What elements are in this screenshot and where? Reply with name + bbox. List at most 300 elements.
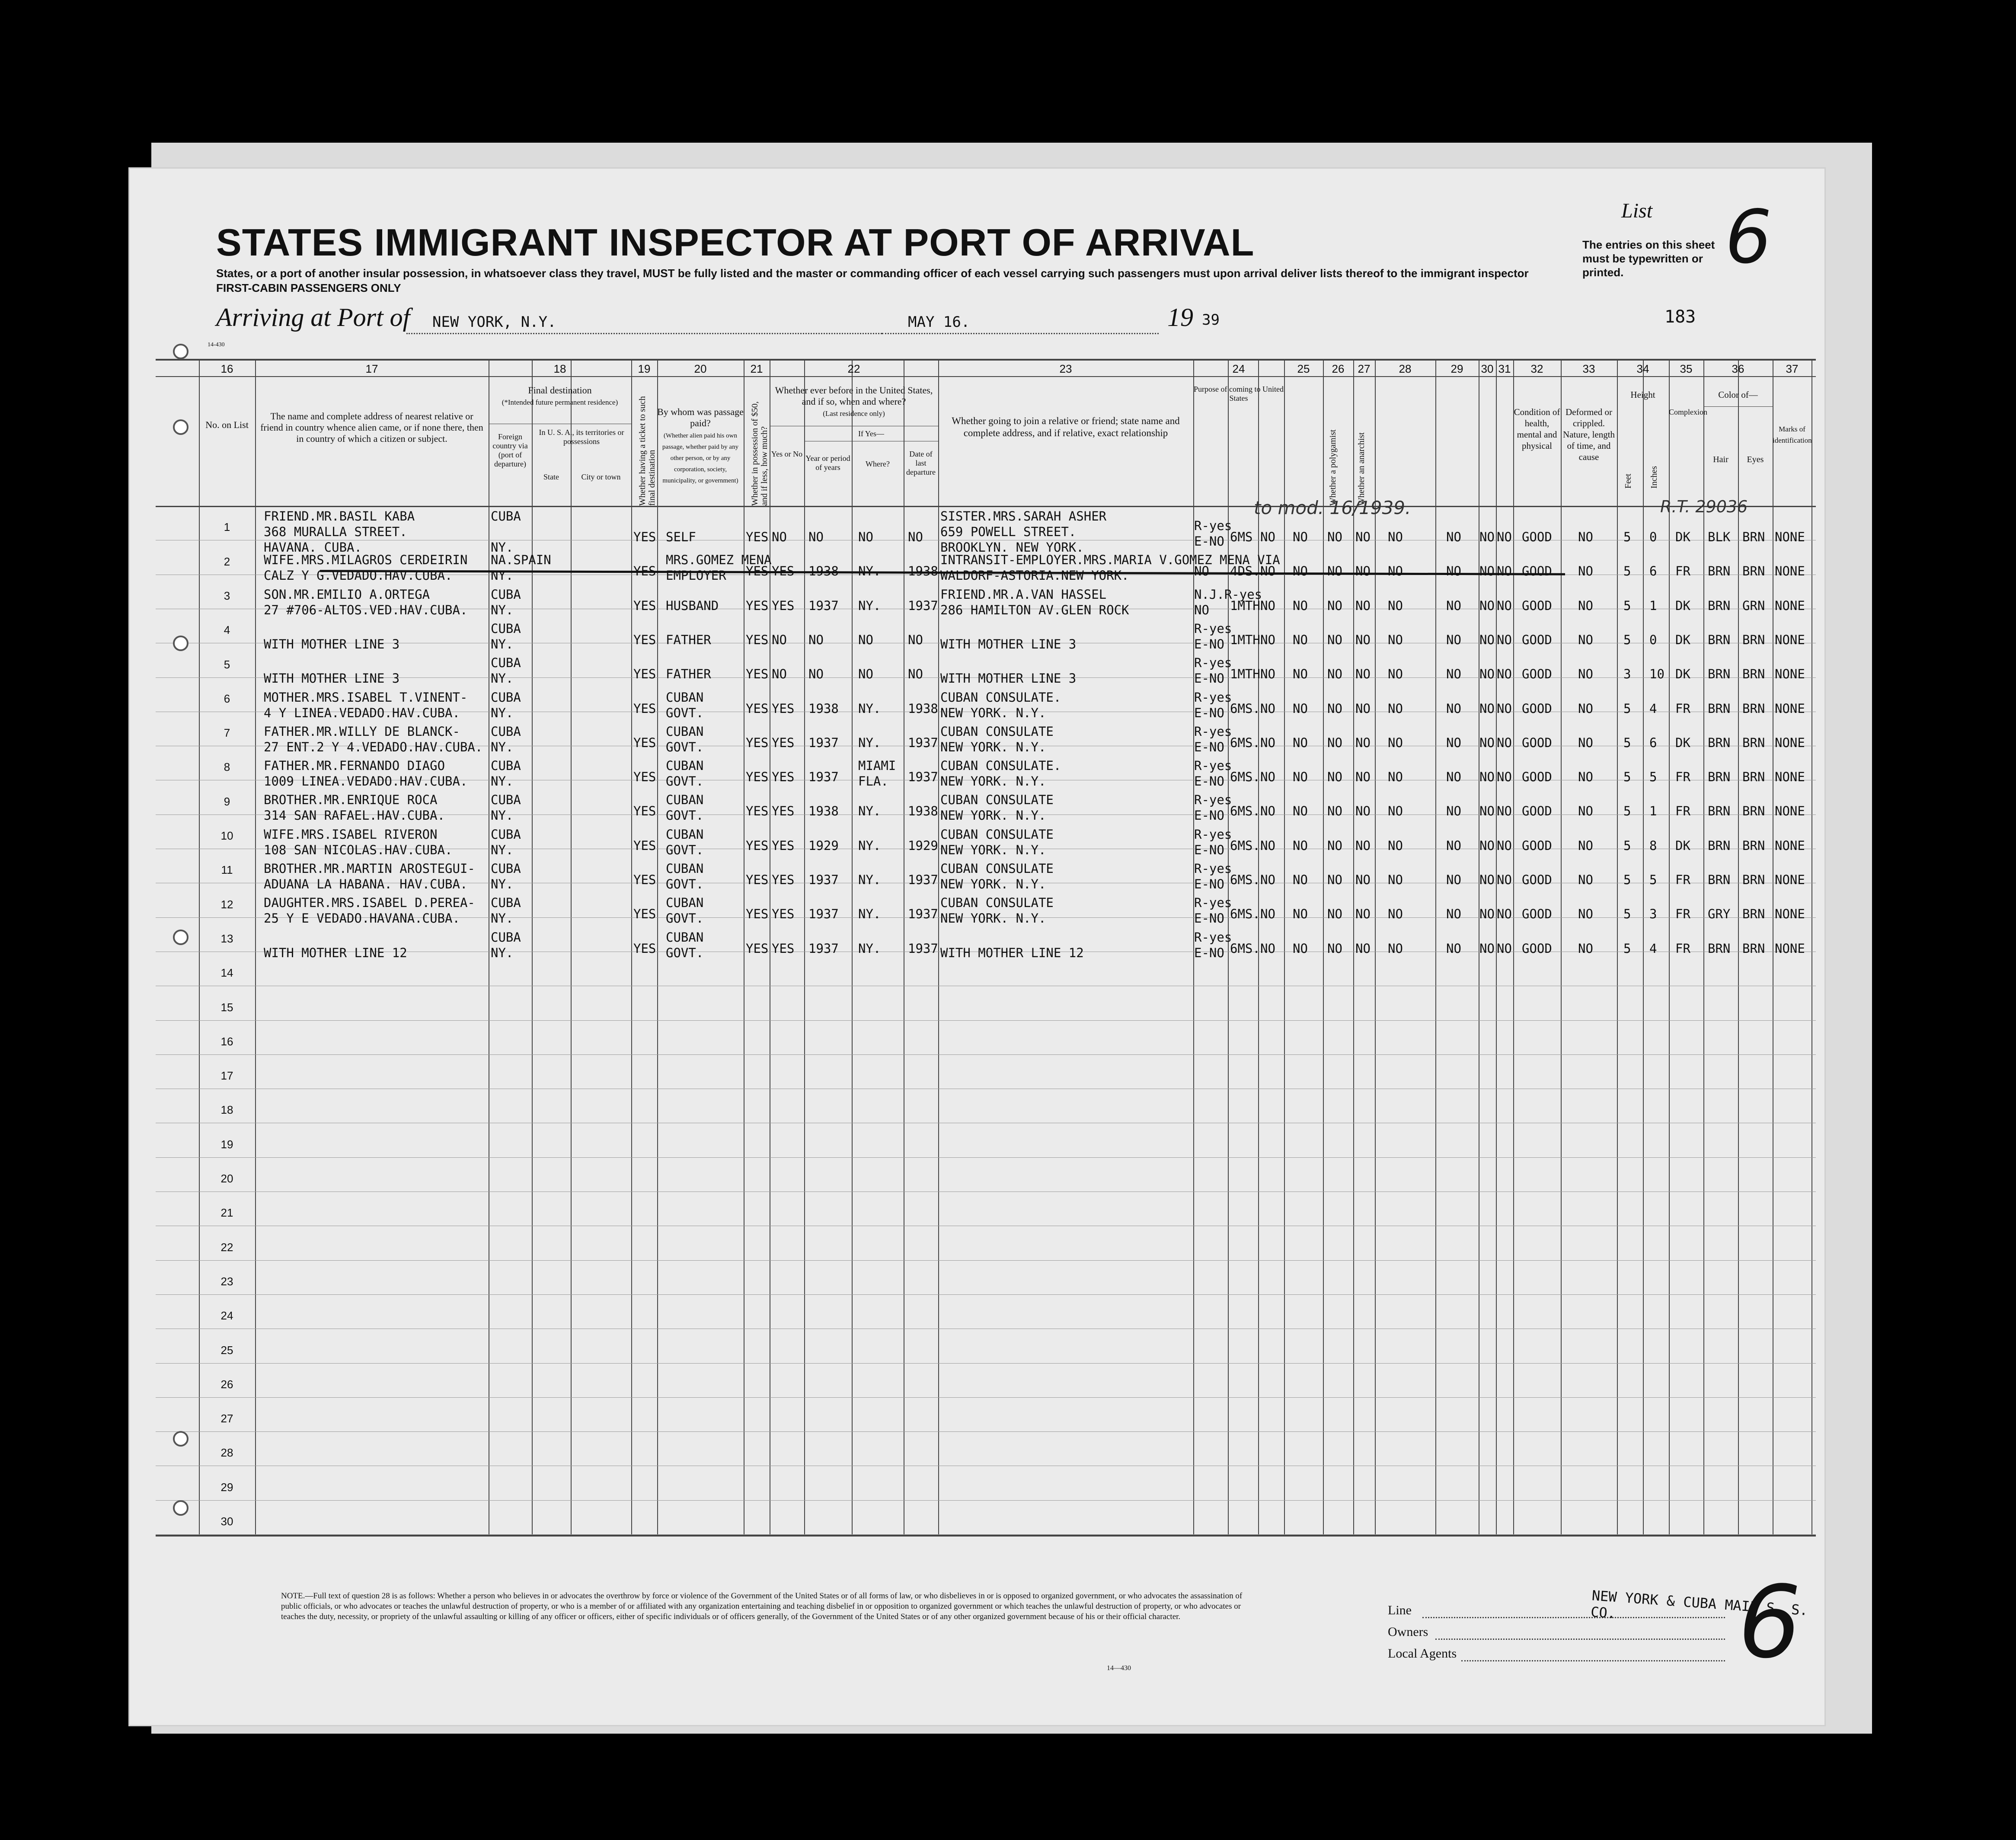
cell-c22d: 1938: [908, 701, 938, 716]
cell-c24c: NO: [1260, 530, 1275, 544]
cell-c36h: BRN: [1708, 735, 1731, 750]
cell-c34f: 5: [1623, 735, 1631, 750]
cell-c31: NO: [1497, 701, 1512, 716]
cell-c24b: 6MS.: [1230, 907, 1260, 922]
cell-c34f: 5: [1623, 530, 1631, 544]
row-number: 1: [224, 521, 230, 534]
cell-c33: NO: [1578, 564, 1593, 579]
cell-c25: NO: [1293, 632, 1308, 647]
cell-c22b: 1937: [808, 735, 839, 750]
binder-hole: [173, 1431, 189, 1447]
row-number: 3: [224, 589, 230, 602]
cell-c17: SON.MR.EMILIO A.ORTEGA 27 #706-ALTOS.VED.HAV.CUBA.: [264, 587, 468, 617]
cell-c17: FRIEND.MR.BASIL KABA 368 MURALLA STREET. HAVANA. CUBA.: [264, 509, 415, 555]
cell-c23: CUBAN CONSULATE NEW YORK. N.Y.: [940, 792, 1054, 823]
cell-c22b: NO: [808, 667, 824, 682]
hdr-last-departure: Date of last departure: [906, 450, 936, 476]
cell-c30: NO: [1479, 701, 1495, 716]
cell-c29: NO: [1446, 941, 1461, 956]
cell-c37: NONE: [1775, 667, 1805, 682]
cell-c22b: 1937: [808, 941, 839, 956]
cell-c19: YES: [633, 907, 656, 922]
cell-c22d: 1937: [908, 735, 938, 750]
cell-c22c: NY.: [858, 941, 881, 956]
cell-c26: NO: [1327, 701, 1342, 716]
hdr-purpose: Purpose of coming to United States: [1194, 385, 1284, 402]
cell-c31: NO: [1497, 770, 1512, 785]
cell-c27: NO: [1355, 701, 1371, 716]
cell-c29: NO: [1446, 632, 1461, 647]
cell-c22d: 1937: [908, 770, 938, 785]
cell-c28: NO: [1388, 872, 1403, 887]
cell-c29: NO: [1446, 667, 1461, 682]
cell-c24c: NO: [1260, 872, 1275, 887]
cell-c22a: YES: [772, 770, 795, 785]
cell-c37: NONE: [1775, 530, 1805, 544]
hdr-eyes: Eyes: [1747, 455, 1764, 464]
cell-c26: NO: [1327, 632, 1342, 647]
hdr-complexion: Complexion: [1669, 408, 1707, 416]
cell-c27: NO: [1355, 804, 1371, 819]
cell-c18f: CUBA NY.: [491, 861, 521, 891]
cell-c36e: BRN: [1742, 907, 1765, 922]
cell-c24c: NO: [1260, 632, 1275, 647]
cell-c23: WITH MOTHER LINE 3: [940, 636, 1077, 652]
cell-c30: NO: [1479, 838, 1495, 853]
cell-c36h: BRN: [1708, 872, 1731, 887]
cell-c27: NO: [1355, 564, 1371, 579]
cell-c33: NO: [1578, 701, 1593, 716]
entries-note: The entries on this sheet must be typewritten or printed.: [1582, 238, 1715, 279]
cell-c17: WITH MOTHER LINE 12: [264, 945, 407, 960]
hdr-in-usa: In U. S. A., its territories or possessions: [539, 428, 624, 446]
cell-c31: NO: [1497, 530, 1512, 544]
cell-c28: NO: [1388, 838, 1403, 853]
cell-c20: CUBAN GOVT.: [666, 724, 704, 754]
cell-c20: MRS.GOMEZ MENA EMPLOYER: [666, 553, 772, 583]
cell-c25: NO: [1293, 530, 1308, 544]
row-number: 6: [224, 692, 230, 705]
cell-c31: NO: [1497, 872, 1512, 887]
cell-c32: GOOD: [1522, 530, 1552, 544]
form-number: 14-430: [208, 342, 225, 348]
col-num-17: 17: [365, 362, 378, 375]
cell-c24c: NO: [1260, 564, 1275, 579]
cell-c28: NO: [1388, 598, 1403, 613]
row-number: 19: [220, 1137, 233, 1151]
cell-c22d: NO: [908, 632, 923, 647]
hdr-marks: Marks of identification: [1773, 425, 1812, 444]
cell-c36h: BLK: [1708, 530, 1731, 544]
cell-c22a: YES: [772, 598, 795, 613]
cell-c19: YES: [633, 667, 656, 682]
hdr-inches: Inches: [1649, 466, 1659, 489]
cell-c17: DAUGHTER.MRS.ISABEL D.PEREA- 25 Y E VEDADO.HAVANA.CUBA.: [264, 895, 475, 926]
cell-c24b: 1MTH: [1230, 598, 1260, 613]
cell-c17: MOTHER.MRS.ISABEL T.VINENT- 4 Y LINEA.VEDADO.HAV.CUBA.: [264, 690, 468, 720]
cell-c27: NO: [1355, 530, 1371, 544]
cell-c19: YES: [633, 838, 656, 853]
cell-c37: NONE: [1775, 804, 1805, 819]
port-value: NEW YORK, N.Y.: [432, 313, 556, 331]
cell-c30: NO: [1479, 907, 1495, 922]
cell-c36h: BRN: [1708, 770, 1731, 785]
col-num-28: 28: [1399, 362, 1412, 375]
cell-c32: GOOD: [1522, 872, 1552, 887]
cell-c18f: CUBA NY.: [491, 587, 521, 617]
cell-c21: YES: [746, 564, 769, 579]
cell-c24: R-yes E-NO: [1194, 930, 1232, 960]
cell-c22d: 1937: [908, 598, 938, 613]
cell-c22b: 1937: [808, 872, 839, 887]
hdr-city: City or town: [581, 473, 621, 481]
cell-c27: NO: [1355, 667, 1371, 682]
cell-c24c: NO: [1260, 598, 1275, 613]
cell-c36h: BRN: [1708, 804, 1731, 819]
cell-c25: NO: [1293, 838, 1308, 853]
cell-c29: NO: [1446, 770, 1461, 785]
cell-c25: NO: [1293, 735, 1308, 750]
cell-c21: YES: [746, 667, 769, 682]
cell-c22a: YES: [772, 941, 795, 956]
cell-c21: YES: [746, 907, 769, 922]
row-number: 30: [220, 1515, 233, 1528]
cell-c24: R-yes E-NO: [1194, 895, 1232, 926]
row-number: 26: [220, 1377, 233, 1391]
col-num-19: 19: [638, 362, 651, 375]
hdr-fifty-dollars: Whether in possession of $50, and if less, how much?: [750, 401, 769, 506]
cell-c34i: 0: [1649, 632, 1657, 647]
cell-c36e: BRN: [1742, 701, 1765, 716]
cell-c22d: 1938: [908, 804, 938, 819]
cell-c34i: 8: [1649, 838, 1657, 853]
cell-c35: FR: [1675, 804, 1690, 819]
cell-c35: FR: [1675, 941, 1690, 956]
cell-c22c: MIAMI FLA.: [858, 758, 896, 789]
row-number: 21: [220, 1206, 233, 1220]
cell-c20: CUBAN GOVT.: [666, 861, 704, 891]
cell-c24: N.J.R-yes NO: [1194, 587, 1262, 617]
cell-c33: NO: [1578, 941, 1593, 956]
row-number: 11: [221, 863, 233, 877]
cell-c29: NO: [1446, 838, 1461, 853]
cell-c37: NONE: [1775, 770, 1805, 785]
hdr-deformed: Deformed or crippled. Nature, length of time, and cause: [1562, 407, 1615, 462]
cell-c22d: 1938: [908, 564, 938, 579]
cell-c22c: NY.: [858, 564, 881, 579]
col-num-36: 36: [1732, 362, 1744, 375]
cell-c25: NO: [1293, 564, 1308, 579]
cell-c19: YES: [633, 804, 656, 819]
col-num-25: 25: [1297, 362, 1310, 375]
cell-c28: NO: [1388, 701, 1403, 716]
cell-c22b: NO: [808, 632, 824, 647]
cell-c20: HUSBAND: [666, 598, 719, 613]
cell-c22b: 1938: [808, 564, 839, 579]
cell-c24: R-yes E-NO: [1194, 861, 1232, 891]
hdr-ever-before: Whether ever before in the United States, and if so, when and where? (Last residence only): [775, 385, 933, 418]
cell-c31: NO: [1497, 838, 1512, 853]
row-number: 12: [220, 898, 233, 911]
cell-c29: NO: [1446, 735, 1461, 750]
cell-c25: NO: [1293, 667, 1308, 682]
cell-c22d: NO: [908, 530, 923, 544]
cell-c20: SELF: [666, 530, 696, 544]
cell-c37: NONE: [1775, 872, 1805, 887]
cell-c26: NO: [1327, 735, 1342, 750]
year-prefix: 19: [1167, 303, 1193, 332]
cell-c24b: 6MS: [1230, 530, 1253, 544]
binder-hole: [173, 930, 189, 945]
cell-c35: DK: [1675, 735, 1690, 750]
row-rule: [156, 1294, 1816, 1295]
arriving-label: Arriving at Port of: [216, 303, 410, 332]
cell-c24: R-yes E-NO: [1194, 724, 1232, 754]
cell-c37: NONE: [1775, 598, 1805, 613]
cell-c22b: 1937: [808, 907, 839, 922]
cell-c24b: 6MS.: [1230, 838, 1260, 853]
cell-c22b: NO: [808, 530, 824, 544]
cell-c23: CUBAN CONSULATE NEW YORK. N.Y.: [940, 861, 1054, 891]
cell-c35: FR: [1675, 770, 1690, 785]
row-number: 25: [220, 1343, 233, 1357]
row-number: 4: [224, 623, 230, 637]
cell-c34f: 5: [1623, 770, 1631, 785]
cell-c32: GOOD: [1522, 632, 1552, 647]
cell-c24b: 1MTH: [1230, 667, 1260, 682]
cell-c37: NONE: [1775, 907, 1805, 922]
cell-c33: NO: [1578, 735, 1593, 750]
cell-c35: DK: [1675, 838, 1690, 853]
cell-c33: NO: [1578, 872, 1593, 887]
cell-c29: NO: [1446, 701, 1461, 716]
cell-c22c: NY.: [858, 838, 881, 853]
footer-form-number: 14—430: [1107, 1664, 1131, 1672]
cell-c17: WIFE.MRS.MILAGROS CERDEIRIN CALZ Y G.VEDADO.HAV.CUBA.: [264, 553, 468, 583]
hdr-anarchist: Whether an anarchist: [1357, 432, 1366, 506]
cell-c18f: CUBA NY.: [491, 655, 521, 686]
row-number: 15: [220, 1000, 233, 1014]
cell-c22a: YES: [772, 804, 795, 819]
cell-c32: GOOD: [1522, 838, 1552, 853]
cell-c20: CUBAN GOVT.: [666, 792, 704, 823]
cell-c34i: 5: [1649, 770, 1657, 785]
cell-c19: YES: [633, 872, 656, 887]
cell-c24b: 6MS.: [1230, 770, 1260, 785]
hdr-join-relative: Whether going to join a relative or friend; state name and complete address, and if relative, exact relationship: [952, 415, 1180, 438]
cell-c32: GOOD: [1522, 667, 1552, 682]
cell-c24c: NO: [1260, 941, 1275, 956]
cell-c24c: NO: [1260, 735, 1275, 750]
handwritten-mark: R.T. 29036: [1660, 497, 1748, 516]
row-number: 27: [220, 1412, 233, 1425]
col-num-32: 32: [1530, 362, 1543, 375]
cell-c24c: NO: [1260, 838, 1275, 853]
cell-c25: NO: [1293, 941, 1308, 956]
cell-c37: NONE: [1775, 632, 1805, 647]
row-rule: [156, 1431, 1816, 1432]
cell-c34i: 4: [1649, 701, 1657, 716]
cell-c17: BROTHER.MR.MARTIN AROSTEGUI- ADUANA LA HABANA. HAV.CUBA.: [264, 861, 475, 891]
row-number: 22: [220, 1240, 233, 1254]
cell-c28: NO: [1388, 907, 1403, 922]
cell-c23: CUBAN CONSULATE. NEW YORK. N.Y.: [940, 758, 1061, 789]
cell-c21: YES: [746, 872, 769, 887]
cell-c20: CUBAN GOVT.: [666, 930, 704, 960]
cell-c29: NO: [1446, 907, 1461, 922]
cell-c22a: YES: [772, 701, 795, 716]
col-num-24: 24: [1232, 362, 1245, 375]
cell-c22d: 1937: [908, 941, 938, 956]
cell-c28: NO: [1388, 804, 1403, 819]
cell-c26: NO: [1327, 667, 1342, 682]
cell-c36h: BRN: [1708, 838, 1731, 853]
cell-c31: NO: [1497, 632, 1512, 647]
cell-c19: YES: [633, 770, 656, 785]
cell-c34i: 6: [1649, 735, 1657, 750]
cell-c24b: 4DS.: [1230, 564, 1260, 579]
cell-c33: NO: [1578, 598, 1593, 613]
manifest-table: [156, 359, 1816, 1535]
cell-c28: NO: [1388, 632, 1403, 647]
cell-c36e: BRN: [1742, 838, 1765, 853]
cell-c22d: NO: [908, 667, 923, 682]
hdr-ticket: Whether having a ticket to such final destination: [638, 396, 657, 506]
cell-c30: NO: [1479, 941, 1495, 956]
cell-c20: FATHER: [666, 667, 711, 682]
cell-c22a: YES: [772, 564, 795, 579]
cell-c21: YES: [746, 598, 769, 613]
hdr-yes-or-no: Yes or No: [771, 450, 803, 458]
hdr-no-on-list: No. on List: [205, 419, 249, 430]
row-rule: [156, 1363, 1816, 1364]
cell-c21: YES: [746, 735, 769, 750]
cell-c27: NO: [1355, 907, 1371, 922]
cell-c20: CUBAN GOVT.: [666, 690, 704, 720]
cell-c20: CUBAN GOVT.: [666, 895, 704, 926]
row-number: 13: [220, 932, 233, 945]
cell-c36e: BRN: [1742, 804, 1765, 819]
page-subtitle: States, or a port of another insular possession, in whatsoever class they travel, MUST be fully listed and the master or commanding officer of each vessel carrying such passengers must upon arrival deliver lists thereof to the immigrant inspector FIRST-CABIN PASSENGERS ONLY: [216, 267, 1529, 294]
cell-c36h: BRN: [1708, 667, 1731, 682]
cell-c23: WITH MOTHER LINE 3: [940, 671, 1077, 686]
cell-c36e: BRN: [1742, 667, 1765, 682]
cell-c24b: 1MTH: [1230, 632, 1260, 647]
row-number: 2: [224, 555, 230, 568]
agents-label: Local Agents: [1388, 1646, 1457, 1661]
hdr-feet: Feet: [1623, 473, 1633, 489]
hdr-polygamist: Whether a polygamist: [1328, 429, 1338, 506]
cell-c29: NO: [1446, 564, 1461, 579]
cell-c34f: 3: [1623, 667, 1631, 682]
cell-c24b: 6MS.: [1230, 735, 1260, 750]
cell-c28: NO: [1388, 941, 1403, 956]
cell-c34f: 5: [1623, 564, 1631, 579]
cell-c19: YES: [633, 632, 656, 647]
cell-c26: NO: [1327, 872, 1342, 887]
cell-c22c: NY.: [858, 804, 881, 819]
row-rule: [156, 1500, 1816, 1501]
binder-hole: [173, 636, 189, 651]
cell-c18f: CUBA NY.: [491, 509, 521, 555]
cell-c22c: NY.: [858, 598, 881, 613]
row-rule: [156, 1534, 1816, 1535]
binder-hole: [173, 1500, 189, 1516]
cell-c31: NO: [1497, 804, 1512, 819]
cell-c21: YES: [746, 941, 769, 956]
cell-c23: FRIEND.MR.A.VAN HASSEL 286 HAMILTON AV.GLEN ROCK: [940, 587, 1129, 617]
cell-c36e: GRN: [1742, 598, 1765, 613]
cell-c37: NONE: [1775, 564, 1805, 579]
cell-c36e: BRN: [1742, 632, 1765, 647]
cell-c18f: CUBA NY.: [491, 792, 521, 823]
hdr-state: State: [543, 473, 559, 481]
hdr-hair: Hair: [1713, 455, 1728, 464]
cell-c30: NO: [1479, 770, 1495, 785]
cell-c37: NONE: [1775, 701, 1805, 716]
cell-c17: WITH MOTHER LINE 3: [264, 636, 400, 652]
hdr-height: Height: [1630, 390, 1655, 400]
cell-c22c: NO: [858, 632, 873, 647]
hdr-health: Condition of health, mental and physical: [1514, 407, 1560, 451]
cell-c28: NO: [1388, 667, 1403, 682]
cell-c30: NO: [1479, 598, 1495, 613]
hdr-color-of: Color of—: [1718, 390, 1758, 400]
cell-c22d: 1937: [908, 872, 938, 887]
cell-c29: NO: [1446, 598, 1461, 613]
date-value: MAY 16.: [908, 313, 970, 331]
row-rule: [156, 1020, 1816, 1021]
cell-c35: DK: [1675, 598, 1690, 613]
cell-c30: NO: [1479, 564, 1495, 579]
cell-c33: NO: [1578, 770, 1593, 785]
col-num-34: 34: [1636, 362, 1649, 375]
cell-c23: CUBAN CONSULATE NEW YORK. N.Y.: [940, 827, 1054, 857]
cell-c26: NO: [1327, 530, 1342, 544]
cell-c32: GOOD: [1522, 770, 1552, 785]
cell-c33: NO: [1578, 838, 1593, 853]
col-num-16: 16: [220, 362, 233, 375]
cell-c34i: 10: [1649, 667, 1665, 682]
cell-c21: YES: [746, 530, 769, 544]
cell-c24: R-yes E-NO: [1194, 655, 1232, 686]
cell-c35: FR: [1675, 701, 1690, 716]
row-rule: [156, 1054, 1816, 1055]
cell-c26: NO: [1327, 804, 1342, 819]
row-number: 9: [224, 795, 230, 808]
cell-c17: FATHER.MR.WILLY DE BLANCK- 27 ENT.2 Y 4.VEDADO.HAV.CUBA.: [264, 724, 483, 754]
row-number: 8: [224, 760, 230, 774]
cell-c22c: NY.: [858, 701, 881, 716]
cell-c20: FATHER: [666, 632, 711, 647]
cell-c27: NO: [1355, 838, 1371, 853]
cell-c18f: CUBA NY.: [491, 930, 521, 960]
cell-c26: NO: [1327, 941, 1342, 956]
col-num-20: 20: [694, 362, 707, 375]
cell-c24b: 6MS.: [1230, 701, 1260, 716]
row-number: 10: [220, 829, 233, 842]
cell-c31: NO: [1497, 907, 1512, 922]
cell-c34f: 5: [1623, 598, 1631, 613]
cell-c23: SISTER.MRS.SARAH ASHER 659 POWELL STREET. BROOKLYN. NEW YORK.: [940, 509, 1107, 555]
cell-c30: NO: [1479, 632, 1495, 647]
cell-c26: NO: [1327, 838, 1342, 853]
cell-c34i: 1: [1649, 804, 1657, 819]
cell-c29: NO: [1446, 804, 1461, 819]
binder-hole: [173, 344, 189, 359]
cell-c34f: 5: [1623, 804, 1631, 819]
cell-c24c: NO: [1260, 804, 1275, 819]
